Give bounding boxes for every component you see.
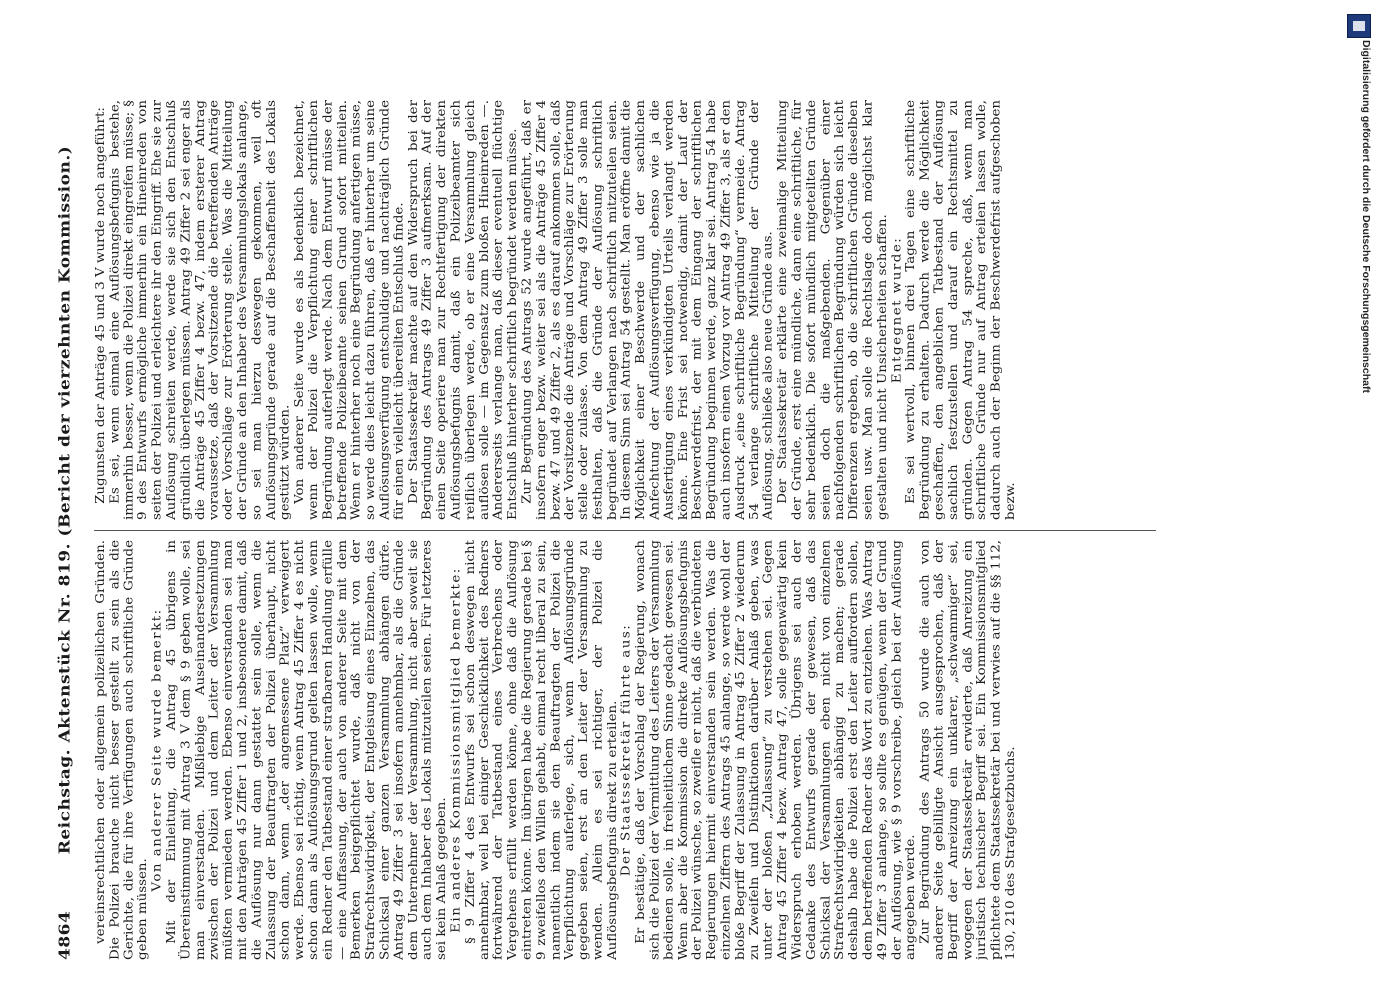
dfg-logo-icon	[1347, 14, 1371, 38]
paragraph-heading: Von anderer Seite wurde bemerkt:	[150, 608, 165, 892]
paragraph: Zur Begründung des Antrags 52 wurde angeführt, daß er insofern enger bezw. weiter sei als die Anträge 45 Ziffer 4 bezw. 47 und 49 Ziffer 2, als es darauf ankommen solle, daß der Vorsitzende die Anträge und Vorschläge zur Erörterung stelle oder zulasse. Von dem Antrag 49 Ziffer 3 solle man festhalten, daß die Gründe der Auflösung schriftlich begründet auf Verlangen nach schriftlich mitzuteilen seien. In diesem Sinn sei Antrag 54 gestellt. Man eröffne damit die Möglichkeit einer Beschwerde und der sachlichen Anfechtung der Auflösungsverfügung, ebenso wie ja die Ausfertigung eines verkündigten Urteils verlangt werden könne. Eine Frist sei notwendig, damit der Lauf der Beschwerdefrist, der mit dem Eingang der schriftlichen Begründung beginnen werde, ganz klar sei. Antrag 54 habe auch insofern einen Vorzug vor Antrag 49 Ziffer 3, als er den Ausdruck „eine schriftliche Begründung“ vermeide. Antrag 54 verlange schriftliche Mitteilung der Gründe der Auflösung, schließe also neue Gründe aus.	[520, 100, 776, 520]
page-header	[56, 100, 81, 960]
running-title: Reichstag. Aktenstück Nr. 819. (Bericht der vierzehnten Kommission.)	[56, 145, 75, 855]
paragraph: Der Staatssekretär erklärte eine zweimalige Mitteilung der Gründe, erst eine mündliche, dann eine schriftliche, für sehr bedenklich. Die sofort mündlich mitgeteilten Gründe seien doch die maßgebenden. Gegenüber einer nachfolgenden schriftlichen Begründung würden sich leicht Differenzen ergeben, ob die schriftlichen Gründe dieselben seien usw. Man solle die Rechtslage doch möglichst klar gestalten und nicht Unsicherheiten schaffen.	[776, 100, 890, 520]
paragraph: § 9 Ziffer 4 des Entwurfs sei schon deswegen nicht annehmbar, weil bei einiger Geschicklichkeit des Redners fortwährend der Tatbestand eines Verbrechens oder Vergehens erfüllt werden könne, ohne daß die Auflösung eintreten könne. Im übrigen habe die Regierung gerade bei § 9 zweifellos den Willen gehabt, einmal recht liberal zu sein, namentlich indem sie den Beauftragten der Polizei die Verpflichtung auferlege, sich, wenn Auflösungsgründe gegeben seien, erst an den Leiter der Versammlung zu wenden. Allein es sei richtiger, der Polizei die Auflösungsbefugnis direkt zu erteilen.	[463, 540, 620, 960]
paragraph: Es sei wertvoll, binnen drei Tagen eine schriftliche Begründung zu erhalten. Dadurch werde die Möglichkeit geschaffen, den angeblichen Tatbestand der Auflösung sachlich festzustellen und darauf ein Rechtsmittel zu gründen. Gegen Antrag 54 spreche, daß, wenn man schriftliche Gründe nur auf Antrag erteilen lassen wolle, dadurch auch der Beginn der Beschwerdefrist aufgeschoben bezw.	[904, 100, 1018, 520]
left-text-column	[94, 540, 1174, 960]
paragraph: vereinsrechtlichen oder allgemein polizeilichen Gründen. Die Polizei brauche nicht besser gestellt zu sein als die Gerichte, die für ihre Verfügungen auch schriftliche Gründe geben müssen.	[94, 540, 151, 960]
paragraph: Es sei, wenn einmal eine Auflösungsbefugnis bestehe, immerhin besser, wenn die Polizei direkt eingreifen müsse; § 9 des Entwurfs ermögliche immerhin ein Hineinreden von seiten der Polizei und erleichtere ihr den Eingriff. Ehe sie zur Auflösung schreiten werde, werde sie sich den Entschluß gründlich überlegen müssen. Antrag 49 Ziffer 2 sei enger als die Anträge 45 Ziffer 4 bezw. 47, indem ersterer Antrag voraussetze, daß der Vorsitzende die betreffenden Anträge oder Vorschläge zur Erörterung stelle. Was die Mitteilung der Gründe an den Inhaber des Versammlungslokals anlange, so sei man hierzu deswegen gekommen, weil oft Auflösungsgründe gerade auf die Beschaffenheit des Lokals gestützt würden.	[108, 100, 293, 520]
page-number: 4864	[56, 910, 75, 960]
paragraph: Von anderer Seite wurde es als bedenklich bezeichnet, wenn der Polizei die Verpflichtung einer schriftlichen Begründung auferlegt werde. Nach dem Entwurf müsse der betreffende Polizeibeamte seinen Grund sofort mitteilen. Wenn er hinterher noch eine Begründung anfertigen müsse, so werde dies leicht dazu führen, daß er hinterher um seine Auflösungsverfügung entschuldige und nachträglich Gründe für einen vielleicht übereilten Entschluß finde.	[293, 100, 407, 520]
paragraph: Der Staatssekretär machte auf den Widerspruch bei der Begründung des Antrags 49 Ziffer 3 aufmerksam. Auf der einen Seite operiere man zur Rechtfertigung der direkten Auflösungsbefugnis damit, daß ein Polizeibeamter sich reiflich überlegen werde, ob er eine Versammlung gleich auflösen solle — im Gegensatz zum bloßen Hineinreden —. Andererseits verlange man, daß dieser eventuell flüchtige Entschluß hinterher schriftlich begründet werden müsse.	[406, 100, 520, 520]
right-text-column	[94, 100, 1174, 520]
paragraph: Zugunsten der Anträge 45 und 3 V wurde noch angeführt:	[94, 107, 108, 504]
paragraph-heading: Der Staatssekretär führte aus:	[620, 623, 634, 877]
rotated-document-page	[40, 80, 1210, 980]
paragraph: Mit der Einleitung, die Antrag 45 übrigens in Übereinstimmung mit Antrag 3 V dem § 9 geben wolle, sei man einverstanden. Mißliebige Auseinandersetzungen zwischen der Polizei und dem Leiter der Versammlung müßten vermieden werden. Ebenso einverstanden sei man mit den Anträgen 45 Ziffer 1 und 2, insbesondere damit, daß die Auflösung nur dann gestattet sein solle, wenn die Zulassung der Beauftragten der Polizei überhaupt, nicht schon dann, wenn „der angemessene Platz“ verweigert werde. Ebenso sei richtig, wenn Antrag 45 Ziffer 4 es nicht schon dann als Auflösungsgrund gelten lassen wolle, wenn ein Redner den Tatbestand einer strafbaren Handlung erfülle — eine Auffassung, der auch von anderer Seite mit dem Bemerken beigepflichtet wurde, daß nicht von der Strafrechtswidrigkeit, der Entgleisung eines Einzelnen, das Schicksal einer ganzen Versammlung abhängen dürfe. Antrag 49 Ziffer 3 sei insofern annehmbar, als die Gründe dem Unternehmer der Versammlung, nicht aber soweit sie auch dem Inhaber des Lokals mitzuteilen seien. Für letzteres sei kein Anlaß gegeben.	[165, 540, 449, 960]
paragraph: Zur Begründung des Antrags 50 wurde die auch von anderer Seite gebilligte Ansicht ausgesprochen, daß der Begriff der Anreizung ein unklarer, „schwammiger“ sei, wogegen der Staatssekretär erwiderte, daß Anreizung ein juristisch technischer Begriff sei. Ein Kommissionsmitglied pflichtete dem Staatssekretär bei und verwies auf die §§ 112, 130, 210 des Strafgesetzbuchs.	[918, 540, 1018, 960]
column-divider	[94, 530, 1156, 531]
digitization-notice: Digitalisierung gefördert durch die Deutsche Forschungsgemeinschaft	[1360, 40, 1372, 393]
paragraph: Er bestätige, daß der Vorschlag der Regierung, wonach sich die Polizei der Vermittlung des Leiters der Versammlung bedienen solle, in freiheitlichem Sinne gedacht gewesen sei. Wenn aber die Kommission die direkte Auflösungsbefugnis der Polizei wünsche, so zweifle er nicht, daß die verbündeten Regierungen hiermit einverstanden sein werden. Was die einzelnen Ziffern des Antrags 45 anlange, so werde wohl der bloße Begriff der Zulassung in Antrag 45 Ziffer 2 wiederum zu Zweifeln und Distinktionen darüber Anlaß geben, was unter der bloßen „Zulassung“ zu verstehen sei. Gegen Antrag 45 Ziffer 4 bezw. Antrag 47, solle gegenwärtig kein Widerspruch erhoben werden. Übrigens sei auch der Gedanke des Entwurfs gerade der gewesen, daß das Schicksal der Versammlungen eben nicht von einzelnen Strafrechtswidrigkeiten abhängig zu machen; gerade deshalb habe die Polizei erst den Leiter auffordern sollen, dem betreffenden Redner das Wort zu entziehen. Was Antrag 49 Ziffer 3 anlange, so sollte es genügen, wenn der Grund der Auflösung, wie § 9 vorschreibe, gleich bei der Auflösung angegeben werde.	[634, 540, 918, 960]
paragraph-heading: Ein anderes Kommissionsmitglied bemerkte:	[449, 567, 463, 933]
paragraph-heading: Entgegnet wurde:	[890, 236, 904, 384]
